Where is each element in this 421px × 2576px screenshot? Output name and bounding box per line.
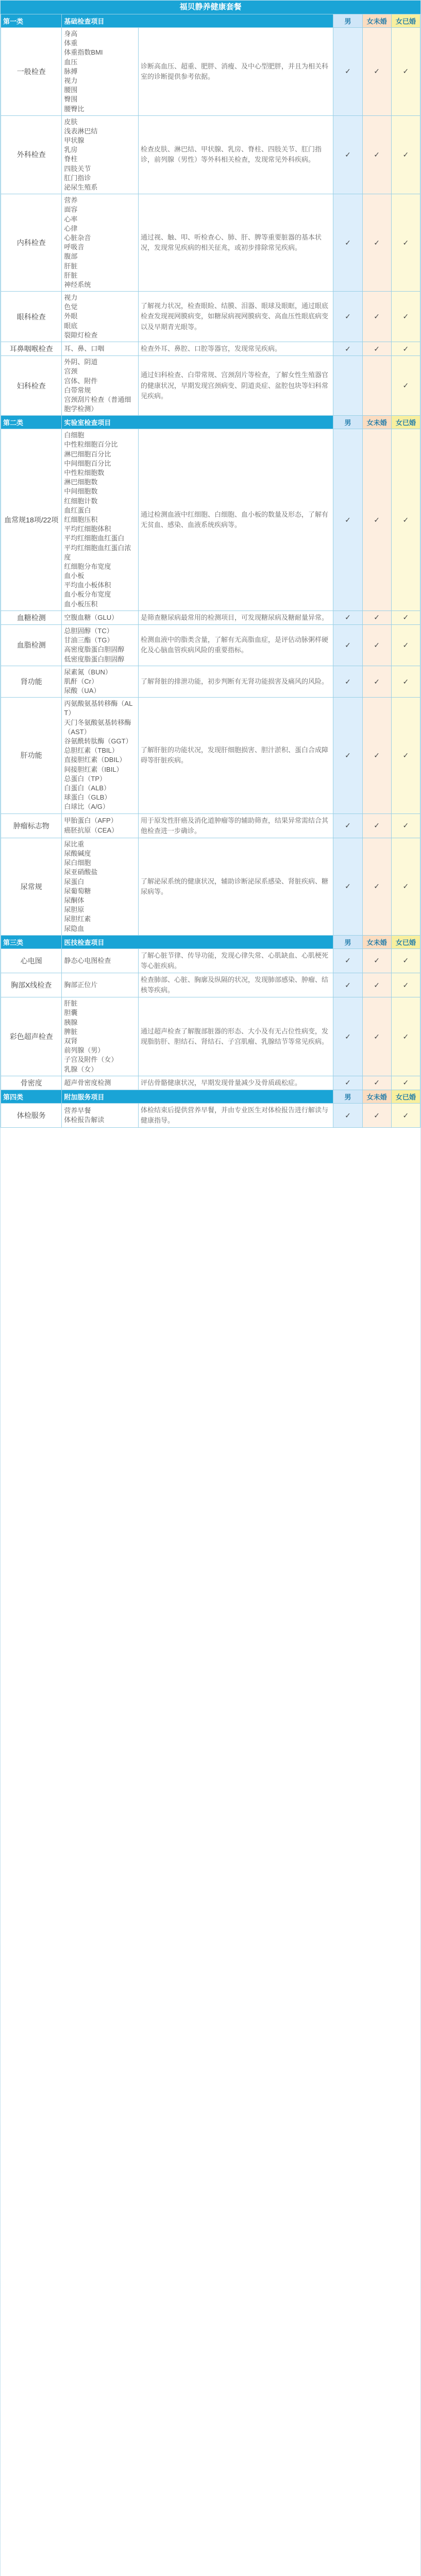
row-meaning: 了解视力状况，检查眼睑、结膜、泪器、眼球及眼眶，通过眼底检查发现视网膜病变，如糖尿病视网膜病变、高血压性眼底病变以及早期青光眼等。 xyxy=(138,292,333,342)
table-row xyxy=(1,666,420,698)
row-item: 平均红细胞体积 xyxy=(64,525,111,533)
table-row xyxy=(1,1103,420,1127)
row-check-0: ✓ xyxy=(333,292,362,342)
row-check-2: ✓ xyxy=(391,1076,420,1090)
row-check-0: ✓ xyxy=(333,429,362,611)
row-items xyxy=(62,1076,139,1090)
row-item: 平均血小板体积 xyxy=(64,581,111,589)
section-label: 基础检查项目 xyxy=(62,14,333,28)
table-row xyxy=(1,356,420,416)
row-item: 癌胚抗原（CEA） xyxy=(64,826,119,834)
row-check-2: ✓ xyxy=(391,814,420,838)
row-category: 妇科检查 xyxy=(1,356,62,416)
row-item: 血红蛋白 xyxy=(64,506,91,514)
row-item: 脾脏 xyxy=(64,1027,78,1036)
row-item: 浅表淋巴结 xyxy=(64,127,98,135)
row-item: 平均红细胞血红蛋白 xyxy=(64,534,125,543)
row-meaning: 了解泌尿系统的健康状况，辅助诊断泌尿系感染、肾脏疾病、糖尿病等。 xyxy=(138,838,333,935)
row-item: 低密度脂蛋白胆固醇 xyxy=(64,655,125,663)
row-items xyxy=(62,997,139,1076)
row-item: 尿隐血 xyxy=(64,924,85,933)
table-row xyxy=(1,698,420,814)
row-item: 血压 xyxy=(64,58,78,66)
row-item: 间接胆红素（IBIL） xyxy=(64,765,123,773)
row-item: 甲状腺 xyxy=(64,137,85,145)
row-check-1: ✓ xyxy=(362,698,391,814)
row-item: 白带常规 xyxy=(64,386,91,394)
column-header-female_married: 女已婚 xyxy=(391,1090,420,1103)
row-meaning: 体检结束后提供营养早餐，并由专业医生对体检报告进行解读与健康指导。 xyxy=(138,1103,333,1127)
row-item: 尿比重 xyxy=(64,840,85,848)
row-check-2: ✓ xyxy=(391,666,420,698)
table-row xyxy=(1,973,420,997)
row-check-2: ✓ xyxy=(391,342,420,356)
column-header-female_unmarried: 女未婚 xyxy=(362,416,391,429)
row-meaning: 了解心脏节律、传导功能，发现心律失常、心肌缺血、心肌梗死等心脏疾病。 xyxy=(138,948,333,973)
row-item: 静态心电图检查 xyxy=(64,956,111,964)
column-header-male: 男 xyxy=(333,935,362,948)
table-row xyxy=(1,292,420,342)
package-table xyxy=(1,14,420,1128)
row-item: 淋巴细胞百分比 xyxy=(64,450,111,458)
row-item: 皮肤 xyxy=(64,117,78,126)
row-item: 面容 xyxy=(64,206,78,214)
package-table-body xyxy=(1,14,420,1128)
row-item: 身高 xyxy=(64,30,78,38)
row-items xyxy=(62,611,139,624)
row-items xyxy=(62,838,139,935)
row-item: 超声骨密度检测 xyxy=(64,1078,111,1087)
row-item: 胆囊 xyxy=(64,1009,78,1017)
row-meaning: 评估骨骼健康状况，早期发现骨量减少及骨质疏松症。 xyxy=(138,1076,333,1090)
row-item: 球蛋白（GLB） xyxy=(64,793,111,802)
row-items xyxy=(62,342,139,356)
row-check-0: ✓ xyxy=(333,115,362,194)
row-item: 腰臀比 xyxy=(64,105,85,113)
row-category: 眼科检查 xyxy=(1,292,62,342)
row-category: 心电图 xyxy=(1,948,62,973)
row-meaning: 通过妇科检查、白带常规、宫颈刮片等检查，了解女性生殖器官的健康状况，早期发现宫颈病变、阴道炎症、盆腔包块等妇科常见疾病。 xyxy=(138,356,333,416)
row-category: 骨密度 xyxy=(1,1076,62,1090)
row-item: 宫体、附件 xyxy=(64,377,98,385)
row-items xyxy=(62,666,139,698)
row-item: 脊柱 xyxy=(64,155,78,163)
row-item: 眼底 xyxy=(64,321,78,330)
section-header-row xyxy=(1,14,420,28)
row-item: 乳腺（女） xyxy=(64,1065,98,1073)
row-item: 尿胆原 xyxy=(64,906,85,914)
row-meaning: 通过视、触、叩、听检查心、肺、肝、脾等重要脏器的基本状况，发现常见疾病的相关征兆，或初步排除常见疾病。 xyxy=(138,194,333,292)
column-header-female_married: 女已婚 xyxy=(391,416,420,429)
row-check-0: ✓ xyxy=(333,342,362,356)
row-items xyxy=(62,698,139,814)
row-item: 红细胞分布宽度 xyxy=(64,562,111,570)
row-check-2: ✓ xyxy=(391,356,420,416)
row-check-0: ✓ xyxy=(333,1076,362,1090)
row-check-2: ✓ xyxy=(391,948,420,973)
row-item: 外阴、阴道 xyxy=(64,358,98,366)
row-items xyxy=(62,624,139,666)
row-meaning: 检测血液中的脂类含量，了解有无高脂血症，是评估动脉粥样硬化及心脑血管疾病风险的重要指标。 xyxy=(138,624,333,666)
row-item: 子宫及附件（女） xyxy=(64,1056,118,1064)
row-check-0: ✓ xyxy=(333,611,362,624)
row-check-1: ✓ xyxy=(362,429,391,611)
row-check-0: ✓ xyxy=(333,28,362,116)
row-check-1: ✓ xyxy=(362,948,391,973)
row-meaning: 通过检测血液中红细胞、白细胞、血小板的数量及形态，了解有无贫血、感染、血液系统疾病等。 xyxy=(138,429,333,611)
row-item: 白细胞 xyxy=(64,431,85,439)
table-row xyxy=(1,611,420,624)
row-meaning: 诊断高血压、超重、肥胖、消瘦、及中心型肥胖，并且为相关科室的诊断提供参考依据。 xyxy=(138,28,333,116)
section-header-row xyxy=(1,416,420,429)
row-item: 心率 xyxy=(64,215,78,223)
row-category: 肾功能 xyxy=(1,666,62,698)
row-check-0: ✓ xyxy=(333,666,362,698)
row-item: 甲胎蛋白（AFP） xyxy=(64,817,117,825)
row-item: 红细胞计数 xyxy=(64,497,98,505)
row-item: 甘油三酯（TG） xyxy=(64,636,114,645)
table-row xyxy=(1,115,420,194)
row-check-1: ✓ xyxy=(362,666,391,698)
table-row xyxy=(1,948,420,973)
row-check-1: ✓ xyxy=(362,115,391,194)
row-check-0: ✓ xyxy=(333,838,362,935)
section-name: 第三类 xyxy=(1,935,62,948)
row-item: 体检报告解读 xyxy=(64,1116,105,1124)
row-item: 红细胞压积 xyxy=(64,515,98,523)
section-name: 第一类 xyxy=(1,14,62,28)
row-item: 体重指数BMI xyxy=(64,48,103,57)
row-check-1: ✓ xyxy=(362,342,391,356)
row-check-2: ✓ xyxy=(391,115,420,194)
row-category: 血常规18项/22项 xyxy=(1,429,62,611)
table-row xyxy=(1,194,420,292)
row-item: 营养 xyxy=(64,196,78,205)
row-check-2: ✓ xyxy=(391,973,420,997)
row-item: 耳、鼻、口咽 xyxy=(64,344,105,352)
row-items xyxy=(62,429,139,611)
table-row xyxy=(1,624,420,666)
row-check-2: ✓ xyxy=(391,28,420,116)
row-check-0: ✓ xyxy=(333,973,362,997)
row-item: 血小板分布宽度 xyxy=(64,590,111,599)
table-row xyxy=(1,1076,420,1090)
row-item: 高密度脂蛋白胆固醇 xyxy=(64,646,125,654)
row-check-1: ✓ xyxy=(362,194,391,292)
row-item: 直接胆红素（DBIL） xyxy=(64,756,126,764)
package-title: 福贝静养健康套餐 xyxy=(1,1,420,14)
row-item: 宫颈刮片检查（普通细胞学检测） xyxy=(64,395,131,413)
row-item: 平均红细胞血红蛋白浓度 xyxy=(64,544,131,561)
row-item: 乳房 xyxy=(64,146,78,154)
section-label: 实验室检查项目 xyxy=(62,416,333,429)
row-item: 视力 xyxy=(64,76,78,84)
row-category: 体检服务 xyxy=(1,1103,62,1127)
row-item: 总胆固醇（TC） xyxy=(64,626,113,635)
row-item: 体重 xyxy=(64,39,78,47)
row-category: 血糖检测 xyxy=(1,611,62,624)
row-check-1: ✓ xyxy=(362,624,391,666)
column-header-female_married: 女已婚 xyxy=(391,14,420,28)
row-item: 尿葡萄糖 xyxy=(64,887,91,895)
row-check-2: ✓ xyxy=(391,429,420,611)
row-item: 中间细胞百分比 xyxy=(64,459,111,467)
column-header-female_unmarried: 女未婚 xyxy=(362,14,391,28)
row-meaning: 是筛查糖尿病最常用的检测项目，可发现糖尿病及糖耐量异常。 xyxy=(138,611,333,624)
row-items xyxy=(62,948,139,973)
row-item: 泌尿生殖系 xyxy=(64,183,98,191)
row-item: 宫颈 xyxy=(64,367,78,376)
row-category: 肿瘤标志物 xyxy=(1,814,62,838)
row-check-1 xyxy=(362,356,391,416)
section-header-row xyxy=(1,1090,420,1103)
section-label: 医技检查项目 xyxy=(62,935,333,948)
row-item: 肌酐（Cr） xyxy=(64,677,98,685)
row-check-1: ✓ xyxy=(362,838,391,935)
row-category: 耳鼻咽喉检查 xyxy=(1,342,62,356)
row-item: 尿酮体 xyxy=(64,896,85,904)
row-check-1: ✓ xyxy=(362,1103,391,1127)
row-check-2: ✓ xyxy=(391,1103,420,1127)
row-category: 内科检查 xyxy=(1,194,62,292)
row-items xyxy=(62,115,139,194)
row-item: 神经系统 xyxy=(64,280,91,289)
row-check-1: ✓ xyxy=(362,292,391,342)
row-category: 一般检查 xyxy=(1,28,62,116)
row-item: 胸部正位片 xyxy=(64,981,98,989)
row-item: 双肾 xyxy=(64,1037,78,1045)
column-header-male: 男 xyxy=(333,1090,362,1103)
row-item: 尿蛋白 xyxy=(64,877,85,886)
row-meaning: 了解肾脏的排泄功能，初步判断有无肾功能损害及痛风的风险。 xyxy=(138,666,333,698)
row-check-1: ✓ xyxy=(362,611,391,624)
row-check-1: ✓ xyxy=(362,28,391,116)
row-item: 胰腺 xyxy=(64,1018,78,1026)
row-check-1: ✓ xyxy=(362,997,391,1076)
row-check-0: ✓ xyxy=(333,624,362,666)
row-item: 腹部 xyxy=(64,252,78,261)
row-item: 尿亚硝酸盐 xyxy=(64,868,98,876)
row-category: 尿常规 xyxy=(1,838,62,935)
row-item: 肝脏 xyxy=(64,999,78,1008)
table-row xyxy=(1,838,420,935)
row-item: 肝脏 xyxy=(64,262,78,270)
row-items xyxy=(62,356,139,416)
row-check-0: ✓ xyxy=(333,1103,362,1127)
section-label: 附加服务项目 xyxy=(62,1090,333,1103)
row-category: 外科检查 xyxy=(1,115,62,194)
row-item: 色觉 xyxy=(64,303,78,311)
row-meaning: 通过超声检查了解腹部脏器的形态、大小及有无占位性病变，发现脂肪肝、胆结石、肾结石、子宫肌瘤、乳腺结节等常见疾病。 xyxy=(138,997,333,1076)
row-check-0: ✓ xyxy=(333,997,362,1076)
row-check-0: ✓ xyxy=(333,698,362,814)
row-category: 血脂检测 xyxy=(1,624,62,666)
row-item: 淋巴细胞数 xyxy=(64,478,98,486)
row-item: 中性粒细胞数 xyxy=(64,469,105,477)
row-item: 总胆红素（TBIL） xyxy=(64,747,119,755)
table-row xyxy=(1,429,420,611)
row-check-1: ✓ xyxy=(362,973,391,997)
row-item: 裂隙灯检查 xyxy=(64,331,98,339)
row-items xyxy=(62,814,139,838)
row-item: 营养早餐 xyxy=(64,1106,91,1114)
row-meaning: 检查外耳、鼻腔、口腔等器官，发现常见疾病。 xyxy=(138,342,333,356)
row-category: 彩色超声检查 xyxy=(1,997,62,1076)
row-item: 腰围 xyxy=(64,86,78,94)
row-check-2: ✓ xyxy=(391,997,420,1076)
row-meaning: 用于原发性肝癌及消化道肿瘤等的辅助筛查，结果异常需结合其他检查进一步确诊。 xyxy=(138,814,333,838)
table-row xyxy=(1,28,420,116)
table-row xyxy=(1,997,420,1076)
row-item: 天门冬氨酸氨基转移酶（AST） xyxy=(64,718,131,736)
column-header-male: 男 xyxy=(333,14,362,28)
row-item: 尿素氮（BUN） xyxy=(64,668,112,676)
row-item: 肝脏 xyxy=(64,271,78,279)
row-item: 肛门指诊 xyxy=(64,174,91,182)
row-meaning: 检查肺部、心脏、胸廓及纵隔的状况，发现肺部感染、肿瘤、结核等疾病。 xyxy=(138,973,333,997)
row-item: 外眼 xyxy=(64,312,78,320)
row-category: 肝功能 xyxy=(1,698,62,814)
row-items xyxy=(62,28,139,116)
row-item: 中性粒细胞百分比 xyxy=(64,440,118,449)
row-item: 尿胆红素 xyxy=(64,915,91,923)
row-item: 尿白细胞 xyxy=(64,859,91,867)
row-item: 空腹血糖（GLU） xyxy=(64,613,119,621)
row-item: 四肢关节 xyxy=(64,164,91,173)
table-row xyxy=(1,342,420,356)
row-check-2: ✓ xyxy=(391,611,420,624)
row-items xyxy=(62,194,139,292)
row-category: 胸部X线检查 xyxy=(1,973,62,997)
row-check-2: ✓ xyxy=(391,838,420,935)
row-item: 白球比（A/G） xyxy=(64,803,109,811)
row-item: 丙氨酸氨基转移酶（ALT） xyxy=(64,700,133,717)
row-items xyxy=(62,973,139,997)
column-header-female_unmarried: 女未婚 xyxy=(362,935,391,948)
row-item: 前列腺（男） xyxy=(64,1046,105,1055)
row-item: 视力 xyxy=(64,294,78,302)
row-check-2: ✓ xyxy=(391,292,420,342)
row-check-2: ✓ xyxy=(391,698,420,814)
section-name: 第四类 xyxy=(1,1090,62,1103)
section-name: 第二类 xyxy=(1,416,62,429)
column-header-female_unmarried: 女未婚 xyxy=(362,1090,391,1103)
row-items xyxy=(62,1103,139,1127)
row-check-1: ✓ xyxy=(362,814,391,838)
row-check-2: ✓ xyxy=(391,194,420,292)
row-item: 臀围 xyxy=(64,95,78,104)
row-meaning: 了解肝脏的功能状况，发现肝细胞损害、胆汁淤积、蛋白合成障碍等肝脏疾病。 xyxy=(138,698,333,814)
row-item: 中间细胞数 xyxy=(64,487,98,496)
row-item: 总蛋白（TP） xyxy=(64,774,107,783)
table-row xyxy=(1,814,420,838)
column-header-female_married: 女已婚 xyxy=(391,935,420,948)
row-check-0: ✓ xyxy=(333,814,362,838)
row-item: 呼吸音 xyxy=(64,243,85,251)
row-check-0: ✓ xyxy=(333,194,362,292)
row-meaning: 检查皮肤、淋巴结、甲状腺、乳房、脊柱、四肢关节、肛门指诊，前列腺（男性）等外科相关检查，发现常见外科疾病。 xyxy=(138,115,333,194)
row-item: 谷氨酰转肽酶（GGT） xyxy=(64,737,132,745)
row-check-2: ✓ xyxy=(391,624,420,666)
row-check-0 xyxy=(333,356,362,416)
section-header-row xyxy=(1,935,420,948)
row-item: 尿酸（UA） xyxy=(64,687,100,695)
row-item: 血小板 xyxy=(64,572,85,580)
row-item: 尿酸碱度 xyxy=(64,850,91,857)
row-item: 脉搏 xyxy=(64,67,78,75)
row-item: 心律 xyxy=(64,224,78,232)
row-item: 血小板压积 xyxy=(64,600,98,608)
column-header-male: 男 xyxy=(333,416,362,429)
row-check-0: ✓ xyxy=(333,948,362,973)
row-items xyxy=(62,292,139,342)
row-item: 心脏杂音 xyxy=(64,233,91,242)
row-check-1: ✓ xyxy=(362,1076,391,1090)
row-item: 白蛋白（ALB） xyxy=(64,784,110,792)
